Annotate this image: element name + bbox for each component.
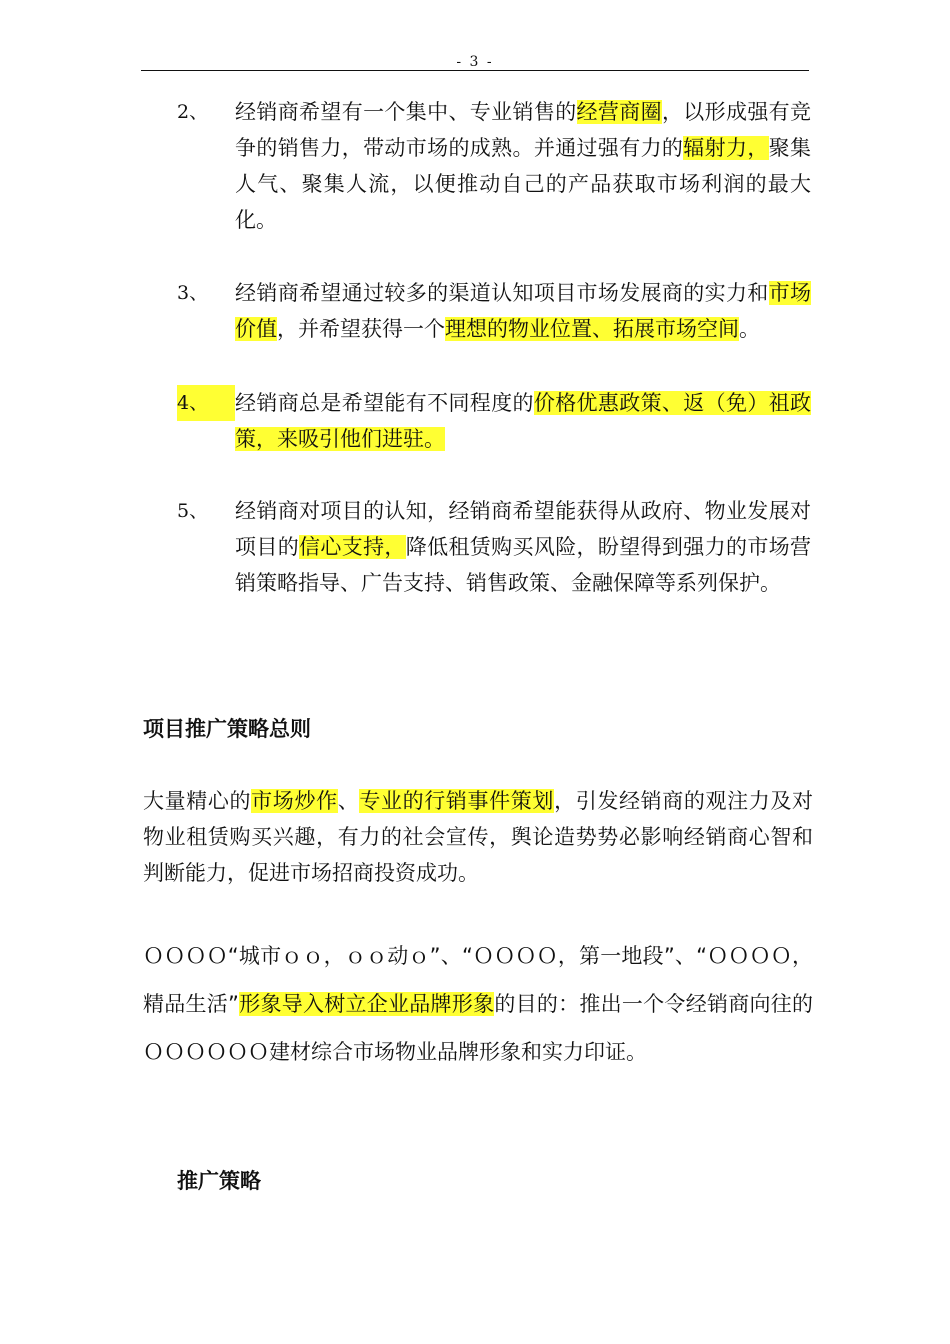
header-rule	[141, 70, 809, 71]
text-run: 经销商对项目的认知，经销商希望能获得从政府、物业发展对项目的	[235, 499, 811, 559]
list-item-3	[177, 275, 811, 347]
text-run: ，引发经销商的观注力及对物业租赁购买兴趣，有力的社会宣传，舆论造势势必影响经销商心智和判断能力，促进市场招商投资成功。	[143, 789, 814, 885]
text-run: ，并希望获得一个	[277, 317, 445, 341]
section-heading-principles: 项目推广策略总则	[143, 717, 311, 741]
principles-paragraph	[143, 783, 813, 891]
list-item-5	[177, 493, 811, 601]
list-item-2	[177, 94, 811, 238]
text-run: ，以形成强有竞争的销售力，带动市场的成熟。并通过强有力的	[235, 100, 812, 160]
highlighted-text: 专业的行销事件策划	[359, 789, 555, 813]
item-number: 4、	[177, 385, 235, 421]
text-run: 的目的：推出一个令经销商向往的ＯＯＯＯＯＯ建材综合市场物业品牌形象和实力印证。	[143, 992, 814, 1064]
item-number: 2、	[177, 101, 209, 123]
text-run: 经销商希望通过较多的渠道认知项目市场发展商的实力和	[235, 281, 769, 305]
section-heading-strategy: 推广策略	[177, 1169, 261, 1193]
brand-paragraph	[143, 932, 813, 1076]
text-run: 聚集人气、聚集人流，以便推动自己的产品获取市场利润的最大化。	[235, 136, 812, 232]
item-number: 3、	[177, 282, 209, 304]
list-item-4	[177, 385, 811, 457]
item-text	[235, 94, 811, 238]
page-number: - 3 -	[456, 54, 494, 70]
highlighted-text: 理想的物业位置、拓展市场空间	[445, 317, 739, 341]
text-run: ＯＯＯＯ“城市ｏｏ，ｏｏ动ｏ”、“ＯＯＯＯ，第一地段”、“ＯＯＯＯ，精品生活”	[143, 944, 813, 1016]
item-text	[235, 385, 811, 457]
item-text	[235, 275, 811, 347]
item-text	[235, 493, 811, 601]
highlighted-text: 经营商圈	[576, 100, 662, 124]
text-run: 降低租赁购买风险，盼望得到强力的市场营销策略指导、广告支持、销售政策、金融保障等系列保护。	[235, 535, 812, 595]
text-run: 、	[337, 789, 360, 813]
highlighted-text: 形象导入树立企业品牌形象	[238, 992, 495, 1016]
text-run: 。	[739, 317, 760, 341]
highlighted-text: 信心支持，	[299, 535, 406, 559]
text-run: 经销商希望有一个集中、专业销售的	[235, 100, 577, 124]
highlighted-text: 价格优惠政策、返（免）祖政策，来吸引他们进驻。	[235, 391, 812, 451]
text-run: 经销商总是希望能有不同程度的	[235, 391, 534, 415]
highlighted-text: 辐射力，	[683, 136, 769, 160]
text-run: 大量精心的	[143, 789, 252, 813]
item-number: 5、	[177, 500, 209, 522]
highlighted-text: 市场价值	[235, 281, 812, 341]
highlighted-text: 市场炒作	[251, 789, 338, 813]
